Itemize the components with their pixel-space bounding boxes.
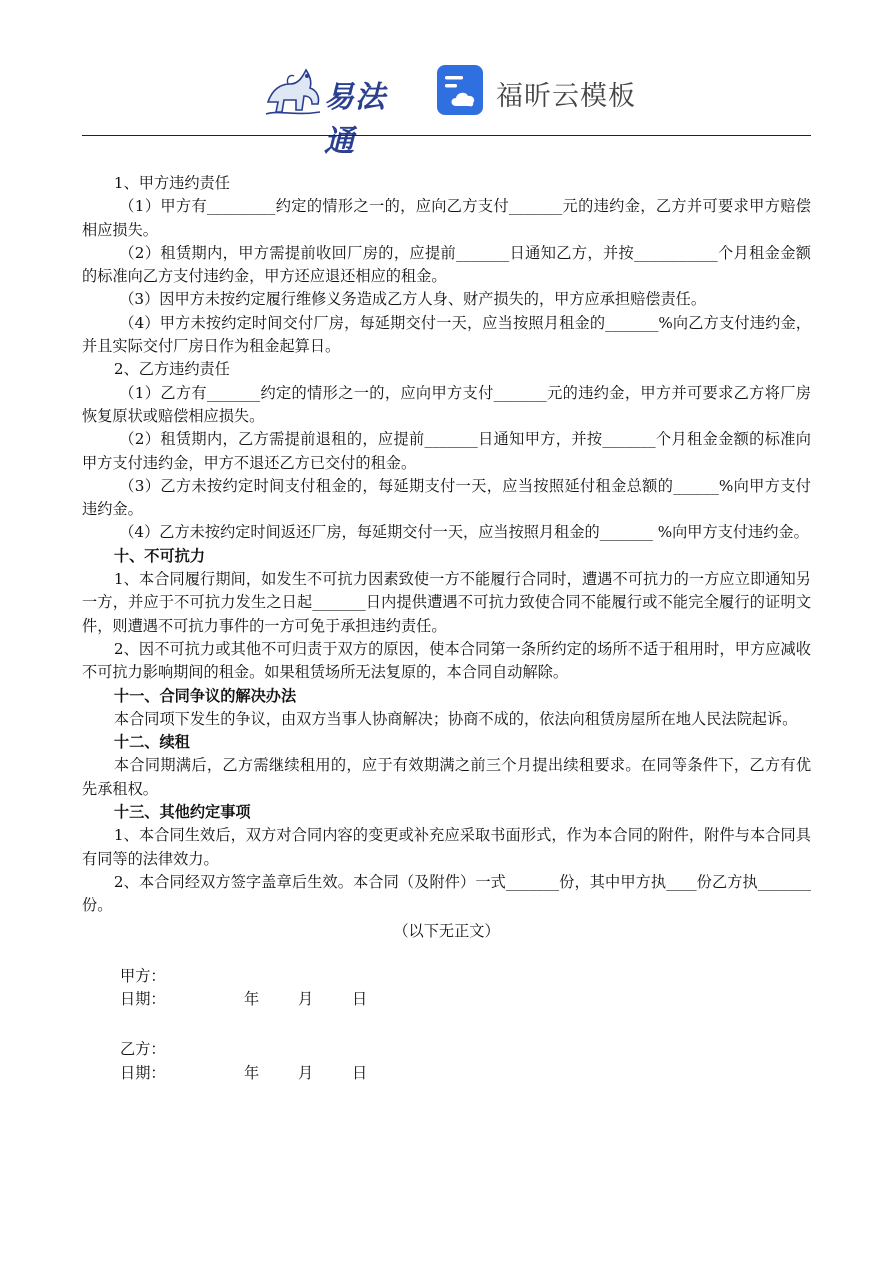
day-label: 日 [352, 1063, 368, 1082]
party-a-date-line [82, 988, 811, 1011]
party-b-date-line [82, 1062, 811, 1085]
yifatong-logo-text: 易法通 [324, 80, 386, 159]
paragraph: 2、本合同经双方签字盖章后生效。本合同（及附件）一式_______份，其中甲方执____份乙方执_______份。 [82, 872, 811, 915]
heading-renewal: 十二、续租 [113, 733, 190, 752]
paragraph: （1）甲方有_________约定的情形之一的，应向乙方支付_______元的违约金，乙方并可要求甲方赔偿相应损失。 [82, 197, 811, 239]
party-b-label: 乙方： [120, 1040, 166, 1059]
day-label: 日 [352, 990, 368, 1009]
paragraph: 2、因不可抗力或其他不可归责于双方的原因，使本合同第一条所约定的场所不适于租用时，甲方应减收不可抗力影响期间的租金。如果租赁场所无法复原的，本合同自动解除。 [82, 639, 811, 682]
paragraph: 本合同期满后，乙方需继续租用的，应于有效期满之前三个月提出续租要求。在同等条件下，乙方有优先承租权。 [82, 756, 811, 798]
end-of-text-note: （以下无正文） [393, 921, 500, 940]
year-label: 年 [244, 990, 260, 1009]
page-header [0, 0, 893, 159]
paragraph: 1、本合同履行期间，如发生不可抗力因素致使一方不能履行合同时，遭遇不可抗力的一方应立即通知另一方，并应于不可抗力发生之日起_______日内提供遭遇不可抗力致使合同不能履行或不能完全履行的证明文件，则遭遇不可抗力事件的一方可免于承担违约责任。 [82, 570, 811, 635]
paragraph: （4）甲方未按约定时间交付厂房，每延期交付一天，应当按照月租金的_______%向乙方支付违约金，并且实际交付厂房日作为租金起算日。 [82, 313, 811, 356]
header-divider [82, 135, 811, 136]
paragraph: （2）租赁期内，乙方需提前退租的，应提前_______日通知甲方，并按_______个月租金金额的标准向甲方支付违约金，甲方不退还乙方已交付的租金。 [82, 430, 811, 472]
foxit-logo-text: 福昕云模板 [496, 81, 636, 112]
heading-other-terms: 十三、其他约定事项 [113, 803, 251, 822]
paragraph: 本合同项下发生的争议，由双方当事人协商解决；协商不成的，依法向租赁房屋所在地人民法院起诉。 [113, 709, 798, 728]
heading-force-majeure: 十、不可抗力 [113, 546, 206, 565]
section-party-a-liability: 1、甲方违约责任 [113, 174, 230, 192]
yifatong-logo [262, 62, 412, 159]
date-label: 日期： [120, 990, 166, 1009]
year-label: 年 [244, 1063, 260, 1082]
foxit-cloud-template-logo [436, 64, 636, 118]
cloud-doc-icon [436, 64, 484, 116]
paragraph: （3）乙方未按约定时间支付租金的，每延期支付一天，应当按照延付租金总额的______%向甲方支付违约金。 [82, 476, 811, 519]
contract-body [82, 172, 811, 1085]
party-a-label: 甲方： [120, 966, 166, 985]
month-label: 月 [298, 990, 314, 1009]
paragraph: （1）乙方有_______约定的情形之一的，应向甲方支付_______元的违约金，甲方并可要求乙方将厂房恢复原状或赔偿相应损失。 [82, 383, 811, 425]
qilin-icon [262, 62, 324, 120]
paragraph: 1、本合同生效后，双方对合同内容的变更或补充应采取书面形式，作为本合同的附件，附件与本合同具有同等的法律效力。 [82, 826, 811, 868]
paragraph: （4）乙方未按约定时间返还厂房，每延期交付一天，应当按照月租金的_______ %向甲方支付违约金。 [119, 523, 809, 542]
section-party-b-liability: 2、乙方违约责任 [113, 360, 230, 379]
paragraph: （2）租赁期内，甲方需提前收回厂房的，应提前_______日通知乙方，并按___________个月租金金额的标准向乙方支付违约金，甲方还应退还相应的租金。 [82, 243, 811, 286]
date-label: 日期： [120, 1063, 166, 1082]
heading-dispute-resolution: 十一、合同争议的解决办法 [113, 686, 297, 705]
paragraph: （3）因甲方未按约定履行维修义务造成乙方人身、财产损失的，甲方应承担赔偿责任。 [119, 290, 707, 309]
month-label: 月 [298, 1063, 314, 1082]
